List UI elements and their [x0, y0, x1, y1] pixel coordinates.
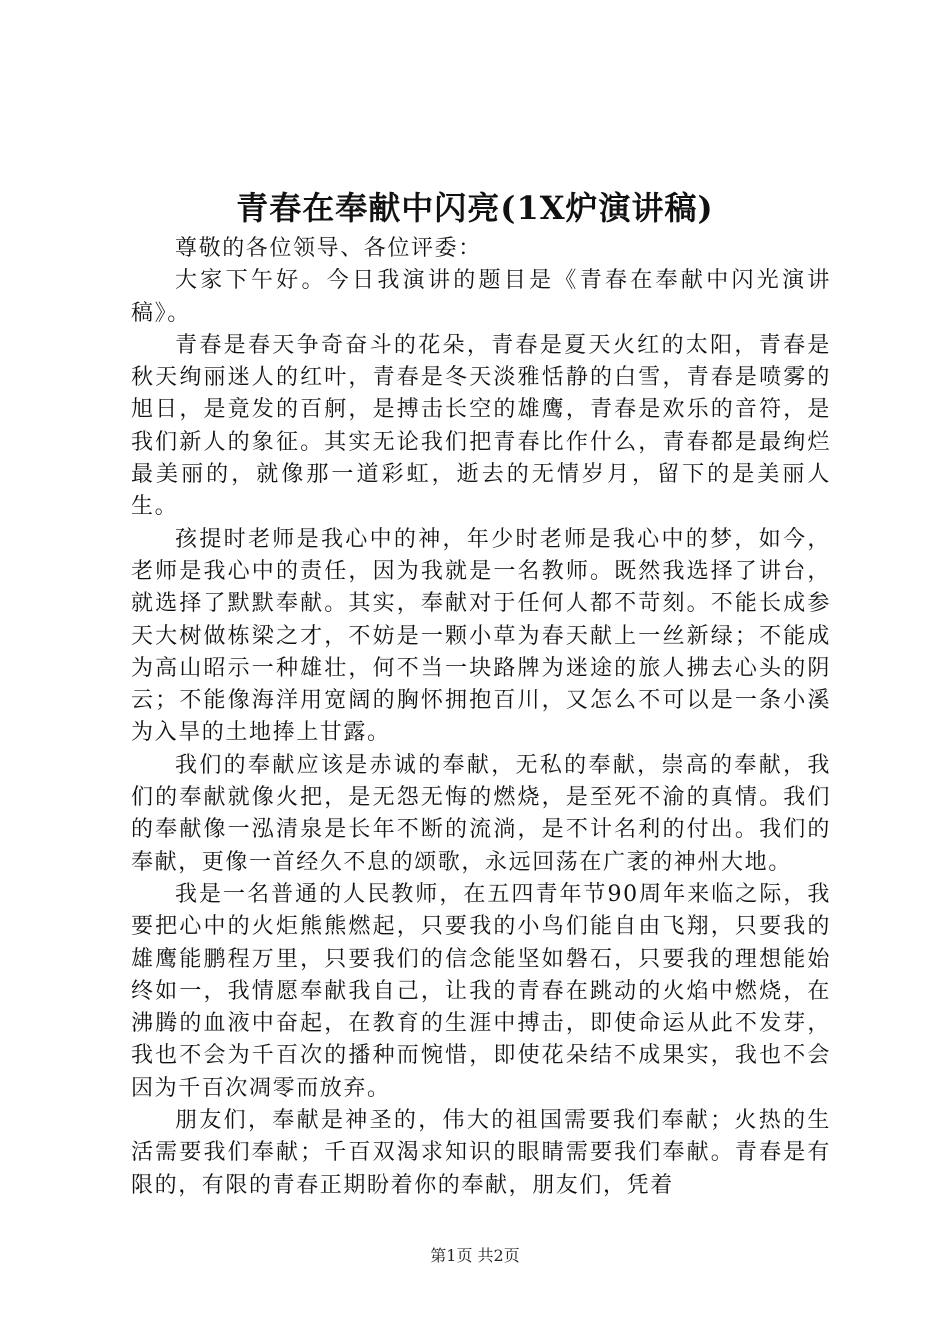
- paragraph-salutation: 尊敬的各位领导、各位评委：: [175, 236, 482, 261]
- paragraph: 孩提时老师是我心中的神，年少时老师是我心中的梦，如今，老师是我心中的责任，因为我就是一名教师。既然我选择了讲台，就选择了默默奉献。其实，奉献对于任何人都不苛刻。不能长成参天大树做栋梁之才，不妨是一颗小草为春天献上一丝新绿；不能成为高山昭示一种雄壮，何不当一块路牌为迷途的旅人拂去心头的阴云；不能像海洋用宽阔的胸怀拥抱百川，又怎么不可以是一条小溪为入旱的土地捧上甘露。: [131, 526, 831, 746]
- paragraph: 我们的奉献应该是赤诚的奉献，无私的奉献，崇高的奉献，我们的奉献就像火把，是无怨无悔的燃烧，是至死不渝的真情。我们的奉献像一泓清泉是长年不断的流淌，是不计名利的付出。我们的奉献，更像一首经久不息的颂歌，永远回荡在广袤的神州大地。: [131, 752, 831, 875]
- paragraph: 朋友们，奉献是神圣的，伟大的祖国需要我们奉献；火热的生活需要我们奉献；千百双渴求知识的眼睛需要我们奉献。青春是有限的，有限的青春正期盼着你的奉献，朋友们，凭着: [131, 1108, 831, 1198]
- paragraph: 青春是春天争奇奋斗的花朵，青春是夏天火红的太阳，青春是秋天绚丽迷人的红叶，青春是冬天淡雅恬静的白雪，青春是喷雾的旭日，是竟发的百舸，是搏击长空的雄鹰，青春是欢乐的音符，是我们新人的象征。其实无论我们把青春比作什么，青春都是最绚烂最美丽的，就像那一道彩虹，逝去的无情岁月，留下的是美丽人生。: [131, 332, 831, 520]
- document-title: 青春在奉献中闪亮(1X炉演讲稿): [236, 189, 714, 227]
- paragraph: 我是一名普通的人民教师，在五四青年节90周年来临之际，我要把心中的火炬熊熊燃起，只要我的小鸟们能自由飞翔，只要我的雄鹰能鹏程万里，只要我们的信念能坚如磐石，只要我的理想能始终如一，我情愿奉献我自己，让我的青春在跳动的火焰中燃烧，在沸腾的血液中奋起，在教育的生涯中搏击，即使命运从此不发芽，我也不会为千百次的播种而惋惜，即使花朵结不成果实，我也不会因为千百次凋零而放弃。: [131, 881, 831, 1101]
- page-number-footer: 第1页 共2页: [430, 1246, 520, 1265]
- paragraph-greeting: 大家下午好。今日我演讲的题目是《青春在奉献中闪光演讲稿》。: [131, 268, 831, 326]
- document-body: [131, 233, 831, 1202]
